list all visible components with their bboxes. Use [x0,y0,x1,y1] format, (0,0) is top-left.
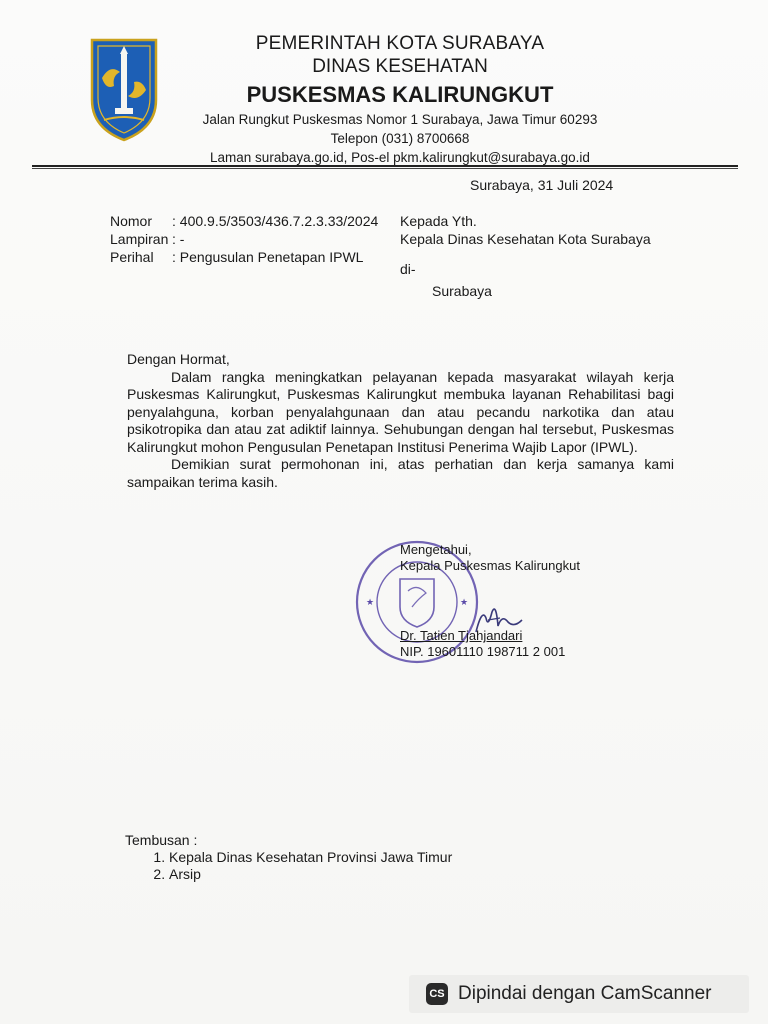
meta-key: Nomor [110,213,153,229]
signature-title: Kepala Puskesmas Kalirungkut [400,558,580,573]
list-item: 1. Kepala Dinas Kesehatan Provinsi Jawa Timur [169,849,452,866]
letterhead-divider-thin [32,168,738,169]
letterhead-divider [32,165,738,167]
meta-value: : - [172,231,185,247]
recipient-city: Surabaya [432,283,492,299]
letterhead-government: PEMERINTAH KOTA SURABAYA [255,33,545,54]
signatory-nip: NIP. 19601110 198711 2 001 [400,644,566,659]
body-paragraph: Dalam rangka meningkatkan pelayanan kepada masyarakat wilayah kerja Puskesmas Kalirungkut, Puskesmas Kalirungkut membuka layanan Rehabilitasi bagi penyalahguna, korban penyalahgunaan dan atau pecandu narkotika dan atau psikotropika dan atau zat adiktif lainnya. Sehubungan dengan hal tersebut, Puskesmas Kalirungkut mohon Pengusulan Penetapan Institusi Penerima Wajib Lapor (IPWL). [127,368,674,455]
surabaya-logo-icon [88,38,160,142]
signature-acknowledge: Mengetahui, [400,542,472,557]
tembusan-block [125,832,452,883]
svg-text:★: ★ [366,598,375,608]
camscanner-watermark [409,975,749,1013]
meta-value: : 400.9.5/3503/436.7.2.3.33/2024 [172,213,379,229]
signature-block [400,542,580,660]
camscanner-icon: CS [426,983,448,1005]
letter-date: Surabaya, 31 Juli 2024 [470,177,614,193]
tembusan-list [125,849,452,883]
meta-key: Perihal [110,249,154,265]
svg-text:★: ★ [460,598,469,608]
recipient-block [400,212,651,300]
recipient-salutation: Kepada Yth. [400,213,477,229]
recipient-di: di- [400,261,416,277]
greeting: Dengan Hormat, [127,351,230,367]
list-item: 2. Arsip [169,866,452,883]
meta-value: : Pengusulan Penetapan IPWL [172,249,364,265]
tembusan-title: Tembusan : [125,832,198,848]
letterhead-phone: Telepon (031) 8700668 [330,131,470,146]
meta-row-lampiran [110,230,378,248]
camscanner-text: Dipindai dengan CamScanner [458,983,712,1004]
meta-key: Lampiran [110,231,169,247]
letter-meta [110,212,378,266]
body-paragraph: Demikian surat permohonan ini, atas perhatian dan kerja samanya kami sampaikan terima kasih. [127,456,674,490]
letterhead-agency: DINAS KESEHATAN [312,56,488,77]
meta-row-nomor [110,212,378,230]
recipient-name: Kepala Dinas Kesehatan Kota Surabaya [400,231,651,247]
letterhead-institution: PUSKESMAS KALIRUNGKUT [246,82,554,107]
letter-body [127,351,674,491]
letterhead-address: Jalan Rungkut Puskesmas Nomor 1 Surabaya, Jawa Timur 60293 [202,112,598,127]
meta-row-perihal [110,248,378,266]
letterhead-web: Laman surabaya.go.id, Pos-el pkm.kalirungkut@surabaya.go.id [210,150,590,165]
letterhead [190,32,610,167]
signatory-name: Dr. Tatien Tjahjandari [400,628,523,643]
